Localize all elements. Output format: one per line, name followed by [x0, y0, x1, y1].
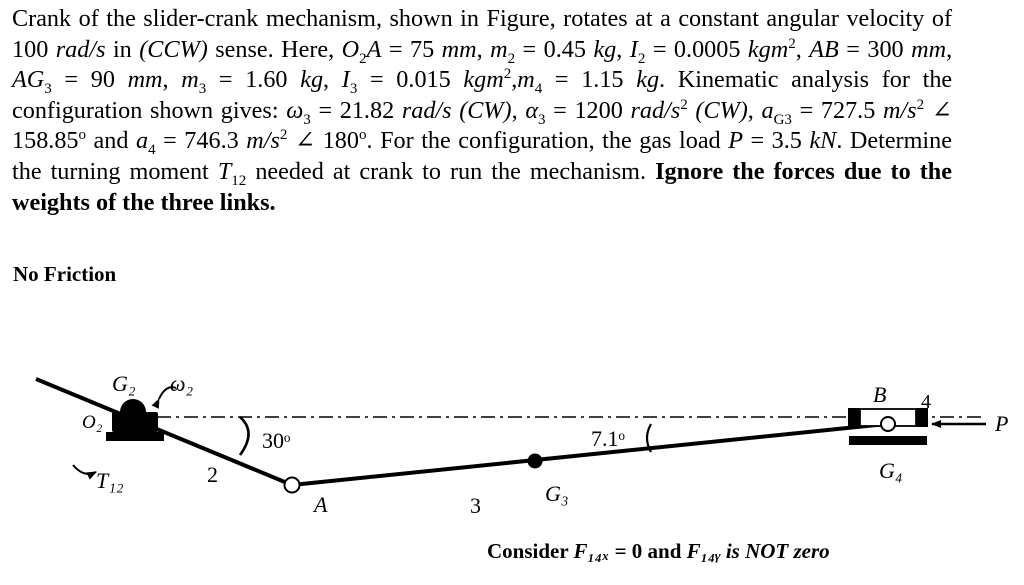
superscript: 2: [680, 96, 688, 113]
unit: mm: [911, 35, 947, 63]
unit: kgm: [463, 66, 504, 94]
pin-b: [881, 417, 895, 431]
symbol: m: [490, 35, 508, 63]
unit: rad/s: [55, 35, 106, 63]
subscript: 2: [637, 50, 646, 67]
g3-mass-center: [528, 454, 543, 469]
bold-instruction: Ignore the forces due to the weights of the three links.: [12, 157, 952, 216]
value: = 75: [388, 35, 435, 63]
unit: m/s: [246, 127, 280, 155]
angle-value: ∠ 158.85: [12, 96, 952, 155]
angle-value: ∠ 180: [294, 127, 359, 155]
mechanism-figure: [0, 300, 1024, 585]
unit: rad/s: [630, 96, 681, 124]
unit: kN: [809, 127, 837, 155]
subscript: 2: [507, 50, 516, 67]
label-p: P: [995, 411, 1009, 436]
label-g2: G₂: [112, 371, 136, 396]
label-link-4: 4: [921, 391, 931, 413]
value: = 300: [846, 35, 904, 63]
subscript: 4: [148, 142, 156, 159]
label-t12: T₁₂: [96, 468, 124, 493]
symbol: α: [525, 96, 539, 124]
word-crank: Crank: [12, 5, 72, 32]
connecting-rod-link: [292, 424, 886, 485]
symbol: m: [517, 66, 535, 94]
angle-30-arc: [240, 417, 249, 455]
value: = 90: [64, 66, 115, 94]
symbol: I: [629, 35, 638, 63]
symbol: m: [181, 66, 199, 94]
label-link-3: 3: [470, 493, 481, 518]
direction: (CW): [459, 96, 512, 124]
label-g4: G₄: [879, 458, 903, 483]
superscript: 2: [788, 35, 796, 52]
value: = 0.0005: [652, 35, 741, 63]
symbol: O: [341, 35, 360, 63]
label-link-2: 2: [207, 462, 218, 487]
direction: (CW): [695, 96, 748, 124]
unit: kg: [300, 66, 324, 94]
symbol: T: [217, 157, 232, 185]
symbol: I: [341, 66, 350, 94]
label-a: A: [314, 492, 328, 517]
slider-ground: [849, 436, 927, 445]
label-angle-7-1: 7.1ᵒ: [591, 426, 625, 451]
value: = 746.3: [163, 127, 239, 155]
symbol: P: [728, 127, 743, 155]
unit: mm: [127, 66, 163, 94]
value: = 0.45: [522, 35, 586, 63]
unit: mm: [441, 35, 477, 63]
statement-text: Kinematic analysis for the configuration shown gives:: [12, 66, 953, 124]
statement-text: and: [93, 127, 129, 155]
subscript: 3: [349, 81, 358, 98]
symbol: ω: [286, 96, 304, 124]
consider-eq: = 0 and: [609, 539, 687, 563]
subscript: 12: [231, 172, 247, 189]
statement-text: For the configuration, the gas load: [380, 127, 721, 155]
value: = 0.015: [370, 66, 451, 94]
consider-prefix: Consider: [487, 539, 574, 563]
superscript: 2: [916, 96, 925, 113]
consider-f14y: F₁₄ᵧ: [686, 539, 721, 563]
consider-f14x: F₁₄ₓ: [573, 539, 610, 563]
value: = 21.82: [318, 96, 395, 124]
subscript: G3: [773, 111, 792, 128]
symbol: A: [366, 35, 382, 63]
slider-left-guide: [848, 408, 860, 427]
unit: kg: [636, 66, 660, 94]
value: = 3.5: [750, 127, 802, 155]
statement-text: sense. Here,: [215, 35, 335, 63]
subscript: 4: [534, 81, 543, 98]
symbol: a: [761, 96, 774, 124]
label-omega2: ω₂: [170, 371, 194, 396]
consider-not-zero: is NOT zero: [720, 539, 830, 563]
value: 727.5: [820, 96, 876, 124]
subscript: 3: [303, 111, 311, 128]
consider-note: [487, 539, 830, 563]
superscript: 2: [503, 66, 512, 83]
symbol: AB: [809, 35, 839, 63]
pin-a: [285, 478, 300, 493]
subscript: 3: [198, 81, 207, 98]
value: = 1.60: [218, 66, 288, 94]
subscript: 2: [359, 50, 367, 67]
crank-ground-base: [106, 432, 164, 441]
unit: kgm: [747, 35, 789, 63]
torque-t12-arrow: [73, 465, 96, 474]
label-g3: G₃: [545, 481, 569, 506]
no-friction-note: No Friction: [13, 262, 117, 286]
statement-text: needed at crank to run the mechanism.: [255, 157, 647, 185]
subscript: 3: [538, 111, 546, 128]
label-b: B: [873, 382, 887, 407]
statement-text: in: [112, 35, 132, 63]
crank-link: [36, 379, 292, 485]
direction: (CCW): [139, 35, 208, 63]
unit: kg: [593, 35, 617, 63]
subscript: 3: [44, 81, 52, 98]
label-o2: O₂: [82, 412, 103, 433]
superscript: 2: [279, 127, 288, 144]
superscript: o: [358, 127, 367, 144]
statement-text: of the slider-crank mechanism, shown in Figure, rotates at a constant angular velocity of 100: [12, 5, 953, 63]
superscript: o: [78, 127, 87, 144]
unit: m/s: [882, 96, 917, 124]
symbol: AG: [12, 66, 45, 94]
problem-statement: Crank of the slider-crank mechanism, shown in Figure, rotates at a constant angular velocity of 100 rad/s in (CCW) sense. Here, $O_2A = 75$ mm, $m_2 = 0.45$ kg, $I_2 = 0.0005$ kgm$^2$, AB = 300 mm, $AG_3 = 90$ mm, $m_3 = 1.60$ kg, $I_3 = 0.015$ $kgm^2,m_4 = 1.15$ kg. Kinematic analysis for the configuration shown gives: $\omega_3 = 21.82$ rad/s (CW), $\alpha_3 = 1200$ rad/$s^2$ (CW), $a_{G3} = 727.5$ $m/s^2$ ∠ 158.85$^o$ and $a_4 = 746.3$ $m/s^2$ ∠ 180$^o$. For the configuration, the gas load P = 3.5 kN. Determine the turning moment $T_{12}$ needed at crank to run the mechanism. Ignore the forces due to the weights of the three links.: [12, 5, 953, 216]
label-angle-30: 30ᵒ: [262, 428, 291, 453]
value: = 1.15: [554, 66, 624, 94]
value: = 1200: [553, 96, 623, 124]
symbol: a: [136, 127, 149, 155]
unit: rad/s: [401, 96, 452, 124]
statement-text: Determine the turning moment: [12, 127, 952, 185]
